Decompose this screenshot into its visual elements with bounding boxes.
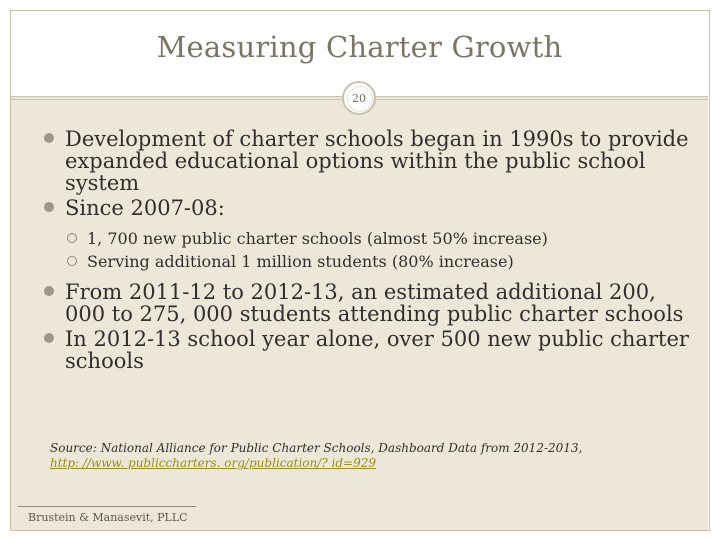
bullet-item: In 2012-13 school year alone, over 500 new public charter schools xyxy=(44,328,694,372)
sub-bullet-item: 1, 700 new public charter schools (almost 50% increase) xyxy=(44,228,694,249)
footer-firm-name: Brustein & Manasevit, PLLC xyxy=(28,511,188,524)
footer-divider xyxy=(18,506,196,507)
bullet-list xyxy=(44,128,694,372)
source-link[interactable]: http: //www. publiccharters. org/publication/? id=929 xyxy=(50,456,377,470)
slide-number-badge xyxy=(342,81,376,115)
bullet-item: Development of charter schools began in 1990s to provide expanded educational options within the public school system xyxy=(44,128,694,194)
slide-number: 20 xyxy=(352,92,366,105)
bullet-item: Since 2007-08: xyxy=(44,197,694,219)
source-text: Source: National Alliance for Public Charter Schools, Dashboard Data from 2012-2013, xyxy=(50,441,583,455)
bullet-item: From 2011-12 to 2012-13, an estimated additional 200, 000 to 275, 000 students attending public charter schools xyxy=(44,281,694,325)
sub-bullet-item: Serving additional 1 million students (80% increase) xyxy=(44,251,694,272)
slide-title: Measuring Charter Growth xyxy=(156,30,563,64)
source-citation xyxy=(50,441,670,471)
